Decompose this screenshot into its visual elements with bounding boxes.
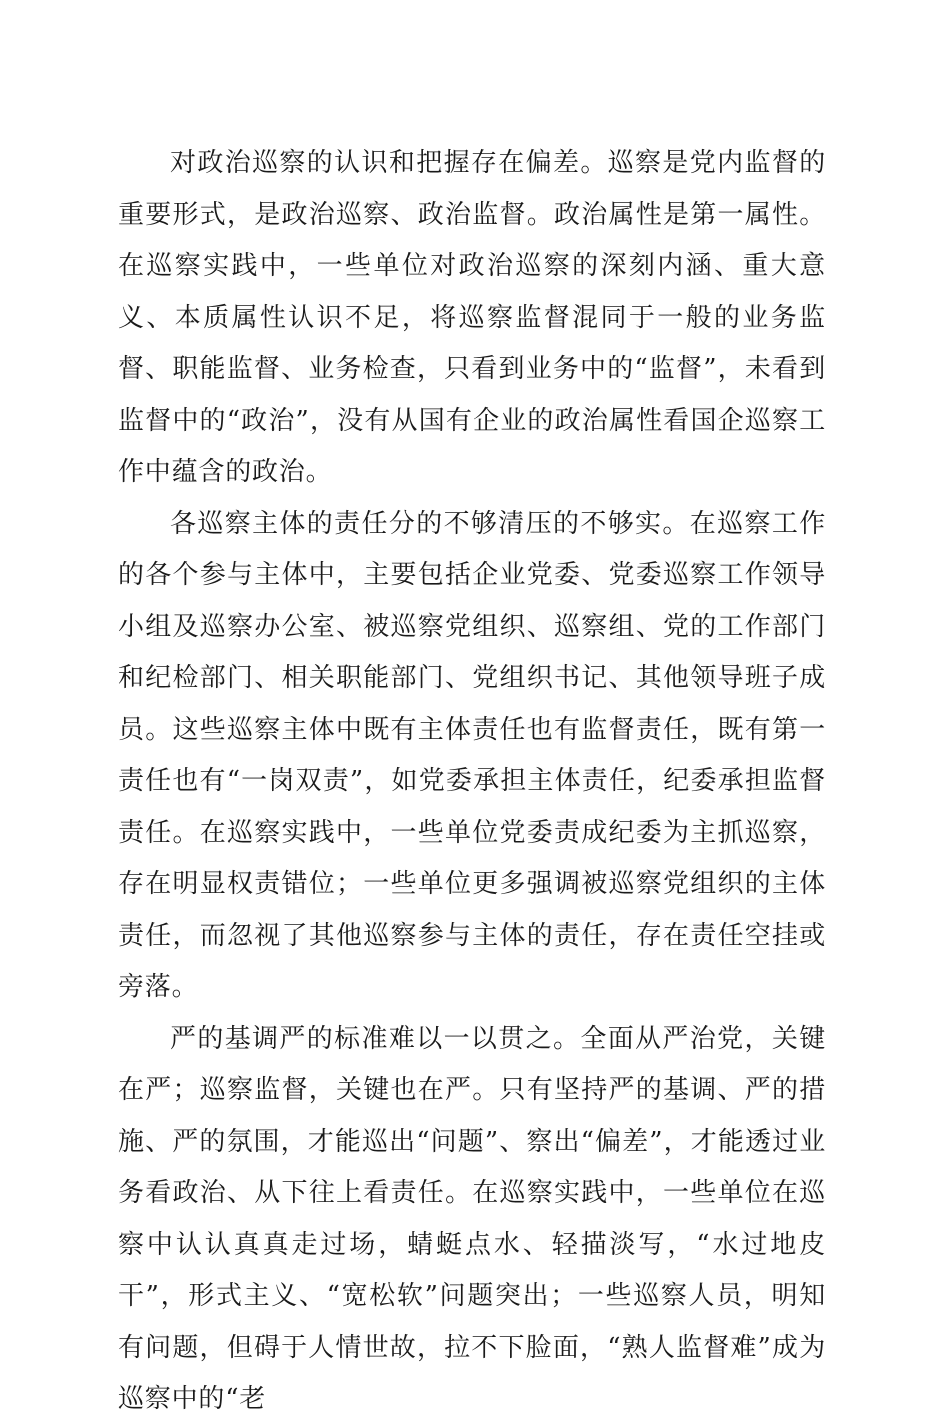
paragraph-responsibility: 各巡察主体的责任分的不够清压的不够实。在巡察工作的各个参与主体中，主要包括企业党委、党委巡察工作领导小组及巡察办公室、被巡察党组织、巡察组、党的工作部门和纪检部门、相关职能部门、党组织书记、其他领导班子成员。这些巡察主体中既有主体责任也有监督责任，既有第一责任也有“一岗双责”，如党委承担主体责任，纪委承担监督责任。在巡察实践中，一些单位党委责成纪委为主抓巡察，存在明显权责错位；一些单位更多强调被巡察党组织的主体责任，而忽视了其他巡察参与主体的责任，存在责任空挂或旁落。: [118, 508, 826, 1002]
paragraph-political-inspection: 对政治巡察的认识和把握存在偏差。巡察是党内监督的重要形式，是政治巡察、政治监督。政治属性是第一属性。在巡察实践中，一些单位对政治巡察的深刻内涵、重大意义、本质属性认识不足，将巡察监督混同于一般的业务监督、职能监督、业务检查，只看到业务中的“监督”，未看到监督中的“政治”，没有从国有企业的政治属性看国企巡察工作中蕴含的政治。: [118, 148, 826, 487]
paragraph-strict-standard: 严的基调严的标准难以一以贯之。全面从严治党，关键在严；巡察监督，关键也在严。只有坚持严的基调、严的措施、严的氛围，才能巡出“问题”、察出“偏差”，才能透过业务看政治、从下往上看责任。在巡察实践中，一些单位在巡察中认认真真走过场，蜻蜓点水、轻描淡写，“水过地皮干”，形式主义、“宽松软”问题突出；一些巡察人员，明知有问题，但碍于人情世故，拉不下脸面，“熟人监督难”成为巡察中的“老: [118, 1023, 826, 1414]
document-body: [118, 138, 826, 1426]
